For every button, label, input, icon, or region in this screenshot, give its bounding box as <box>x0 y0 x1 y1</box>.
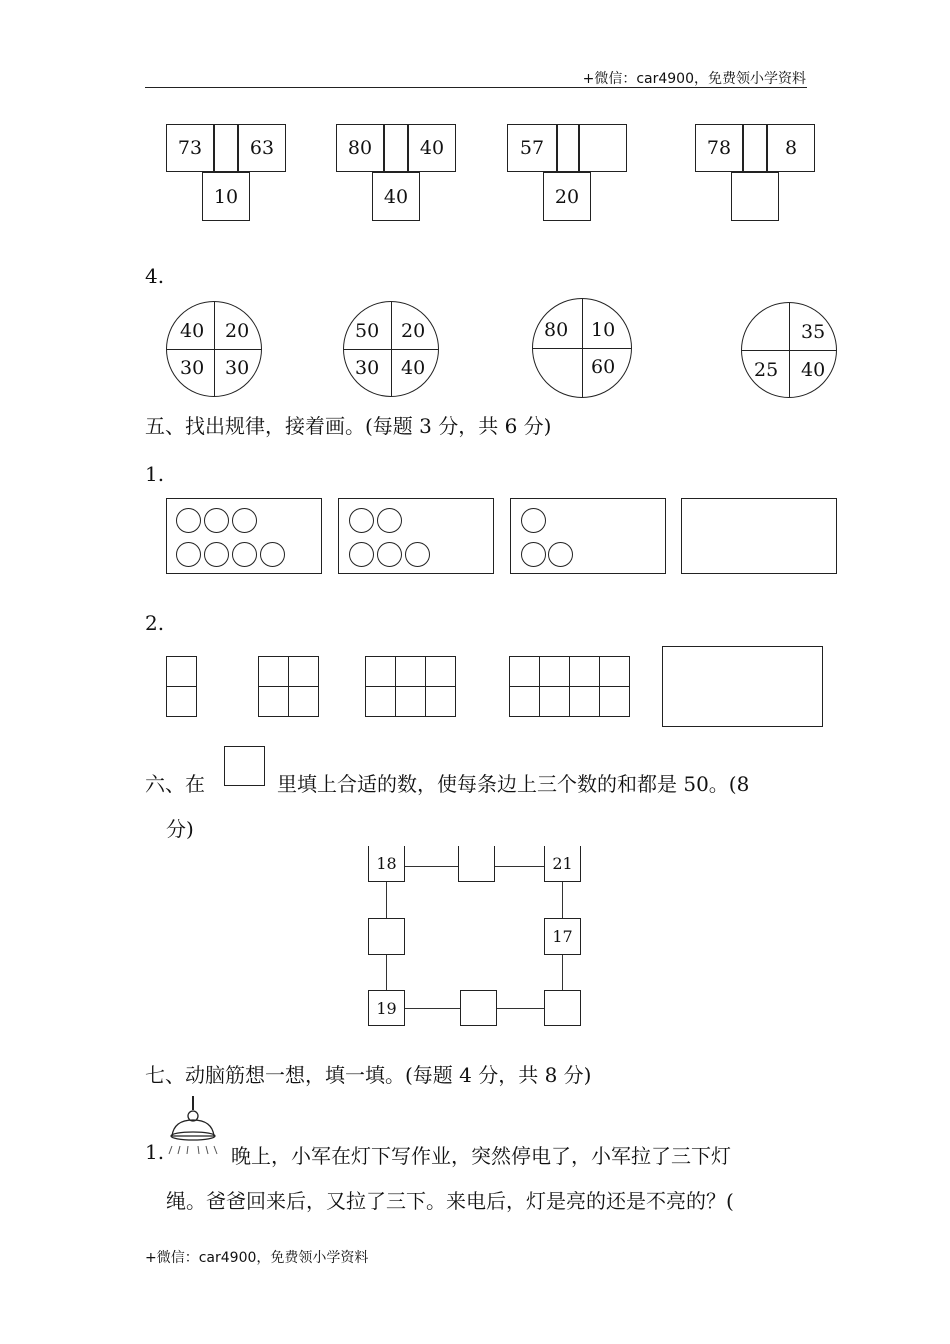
circle-shape <box>548 542 573 567</box>
quadrant-circle-4 <box>741 302 837 398</box>
node-box: 19 <box>368 990 405 1026</box>
circle-shape <box>232 542 257 567</box>
tower-cell: 10 <box>202 172 250 221</box>
grid-cell <box>395 656 426 687</box>
tower-cell: 8 <box>767 124 815 172</box>
circle-shape <box>232 508 257 533</box>
question-label: 4. <box>145 264 165 288</box>
tower-cell: 63 <box>238 124 286 172</box>
grid-cell <box>288 686 319 717</box>
tower-cell: 57 <box>507 124 557 172</box>
grid-cell <box>509 686 540 717</box>
circle-number: 60 <box>591 356 616 378</box>
circle-number: 35 <box>801 321 826 343</box>
grid-cell <box>569 656 600 687</box>
section-title-middle: 里填上合适的数，使每条边上三个数的和都是 50。(8 <box>277 772 750 796</box>
tower-cell: 73 <box>166 124 214 172</box>
grid-cell <box>509 656 540 687</box>
circle-number: 25 <box>754 359 779 381</box>
tower-cell-blank[interactable] <box>214 124 238 172</box>
question-number: 1. <box>145 1140 165 1164</box>
grid-cell <box>365 656 396 687</box>
pattern-box-1 <box>166 498 322 574</box>
node-box: 18 <box>368 846 405 882</box>
tower-cell-answer[interactable] <box>731 172 779 221</box>
circle-number: 30 <box>355 357 380 379</box>
circle-shape <box>377 508 402 533</box>
node-box-blank[interactable] <box>460 990 497 1026</box>
connector-line <box>562 954 563 990</box>
question-text-line-2: 绳。爸爸回来后，又拉了三下。来电后，灯是亮的还是不亮的？( <box>166 1189 734 1213</box>
node-box: 17 <box>544 918 581 955</box>
section-title-start: 六、在 <box>145 772 205 796</box>
grid-cell <box>599 686 630 717</box>
circle-shape <box>521 508 546 533</box>
circle-number: 30 <box>180 357 205 379</box>
circle-number: 40 <box>180 320 205 342</box>
circle-number: 20 <box>225 320 250 342</box>
connector-line <box>404 1008 460 1009</box>
pattern-answer-box-1[interactable] <box>681 498 837 574</box>
quadrant-circle-3 <box>532 298 632 398</box>
circle-shape <box>405 542 430 567</box>
connector-line <box>562 882 563 918</box>
grid-cell <box>395 686 426 717</box>
section-title: 五、找出规律，接着画。(每题 3 分，共 6 分) <box>145 414 552 438</box>
grid-cell <box>425 656 456 687</box>
circle-shape <box>349 542 374 567</box>
quadrant-circle-2 <box>343 301 439 397</box>
circle-number: 20 <box>401 320 426 342</box>
connector-line <box>386 954 387 990</box>
grid-cell <box>599 656 630 687</box>
circle-shape <box>204 508 229 533</box>
tower-cell-blank[interactable] <box>557 124 579 172</box>
circle-shape <box>204 542 229 567</box>
circle-number: 50 <box>355 320 380 342</box>
grid-cell <box>166 656 197 687</box>
grid-cell <box>539 656 570 687</box>
grid-cell <box>166 686 197 717</box>
grid-cell <box>365 686 396 717</box>
page-header: +微信：car4900，免费领小学资料 <box>582 71 806 87</box>
blank-box-symbol <box>224 746 265 786</box>
pattern-box-2 <box>338 498 494 574</box>
grid-cell <box>539 686 570 717</box>
tower-cell: 40 <box>372 172 420 221</box>
circle-shape <box>176 508 201 533</box>
header-divider <box>145 87 807 88</box>
grid-cell <box>258 686 289 717</box>
circle-number: 10 <box>591 319 616 341</box>
tower-cell: 40 <box>408 124 456 172</box>
grid-cell <box>288 656 319 687</box>
node-box: 21 <box>544 846 581 882</box>
grid-cell <box>569 686 600 717</box>
pattern-answer-box-2[interactable] <box>662 646 823 727</box>
section-title-end: 分) <box>166 817 194 841</box>
grid-cell <box>425 686 456 717</box>
circle-number: 30 <box>225 357 250 379</box>
tower-cell-answer[interactable] <box>579 124 627 172</box>
tower-cell-blank[interactable] <box>743 124 767 172</box>
question-label: 1. <box>145 462 165 486</box>
connector-line <box>494 866 544 867</box>
node-box-blank[interactable] <box>458 846 495 882</box>
connector-line <box>386 882 387 918</box>
question-label: 2. <box>145 611 165 635</box>
circle-shape <box>260 542 285 567</box>
hanging-lamp-icon <box>160 1094 232 1156</box>
circle-number: 40 <box>801 359 826 381</box>
connector-line <box>404 866 458 867</box>
section-title: 七、动脑筋想一想，填一填。(每题 4 分，共 8 分) <box>145 1063 592 1087</box>
tower-cell: 80 <box>336 124 384 172</box>
circle-number: 80 <box>544 319 569 341</box>
page-footer: +微信：car4900，免费领小学资料 <box>145 1250 369 1266</box>
circle-shape <box>521 542 546 567</box>
node-box-blank[interactable] <box>368 918 405 955</box>
grid-cell <box>258 656 289 687</box>
circle-number: 40 <box>401 357 426 379</box>
circle-shape <box>176 542 201 567</box>
node-box-blank[interactable] <box>544 990 581 1026</box>
tower-cell: 78 <box>695 124 743 172</box>
tower-cell-blank[interactable] <box>384 124 408 172</box>
question-text-line-1: 晚上，小军在灯下写作业，突然停电了，小军拉了三下灯 <box>231 1144 731 1168</box>
connector-line <box>496 1008 544 1009</box>
pattern-box-3 <box>510 498 666 574</box>
tower-cell: 20 <box>543 172 591 221</box>
quadrant-circle-1 <box>166 301 262 397</box>
circle-shape <box>349 508 374 533</box>
circle-shape <box>377 542 402 567</box>
